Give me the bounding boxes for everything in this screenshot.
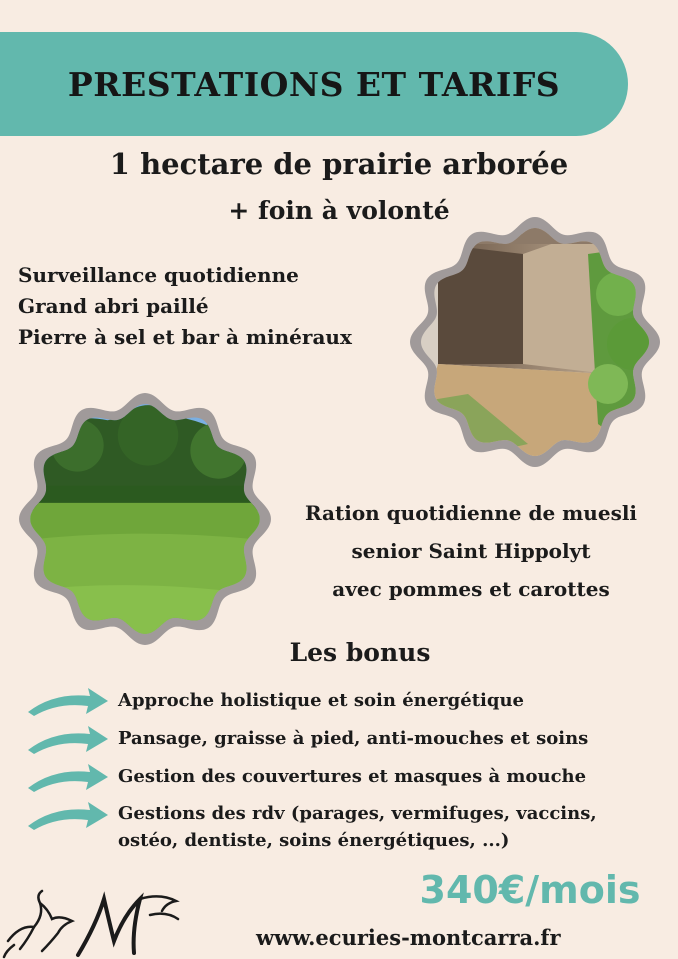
ration-line: senior Saint Hippolyt bbox=[351, 539, 591, 563]
bonus-item bbox=[0, 762, 678, 796]
horse-rider-logo bbox=[0, 885, 185, 959]
bonus-label: Approche holistique et soin énergétique bbox=[118, 690, 524, 711]
ration-text bbox=[278, 494, 664, 608]
bonus-item bbox=[0, 800, 678, 862]
price: 340€/mois bbox=[419, 868, 641, 912]
bonus-item bbox=[0, 724, 678, 758]
curved-arrow-icon bbox=[24, 724, 110, 758]
subheadline: + foin à volonté bbox=[228, 196, 450, 225]
feature-item: Pierre à sel et bar à minéraux bbox=[18, 325, 352, 349]
curved-arrow-icon bbox=[24, 686, 110, 720]
feature-item: Surveillance quotidienne bbox=[18, 263, 299, 287]
headline: 1 hectare de prairie arborée bbox=[109, 147, 569, 181]
feature-item: Grand abri paillé bbox=[18, 294, 209, 318]
bonus-label: Pansage, graisse à pied, anti-mouches et soins bbox=[118, 728, 589, 749]
bonus-label: Gestion des couvertures et masques à mouche bbox=[118, 766, 587, 787]
bonus-label-line: ostéo, dentiste, soins énergétiques, ...) bbox=[118, 830, 510, 851]
bonus-item bbox=[0, 686, 678, 720]
bonus-label-line: Gestions des rdv (parages, vermifuges, vaccins, bbox=[118, 803, 597, 824]
bonus-title: Les bonus bbox=[289, 638, 431, 667]
meadow-photo bbox=[14, 390, 276, 648]
website-link[interactable]: www.ecuries-montcarra.fr bbox=[256, 925, 561, 950]
shelter-photo bbox=[408, 214, 662, 470]
ration-line: Ration quotidienne de muesli bbox=[304, 501, 638, 525]
ration-line: avec pommes et carottes bbox=[332, 577, 610, 601]
bonus-label bbox=[118, 800, 658, 854]
page-title: PRESTATIONS ET TARIFS bbox=[67, 64, 561, 104]
curved-arrow-icon bbox=[24, 762, 110, 796]
curved-arrow-icon bbox=[24, 800, 110, 834]
feature-list bbox=[18, 260, 352, 353]
